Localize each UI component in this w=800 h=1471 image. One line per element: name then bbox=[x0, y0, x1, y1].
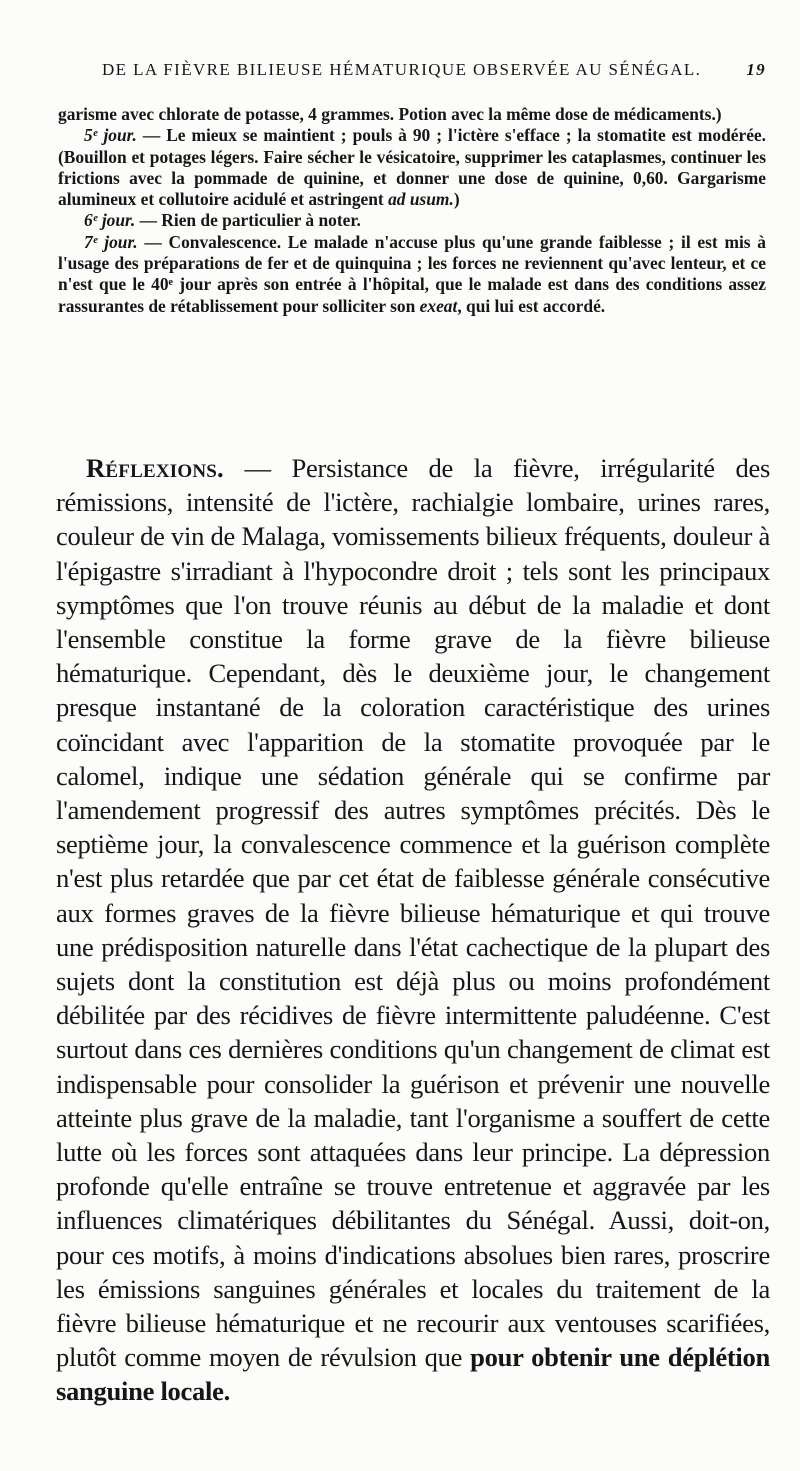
closing-parenthesis: ) bbox=[453, 189, 460, 210]
latin-word: exeat bbox=[419, 295, 458, 316]
page-number: 19 bbox=[746, 60, 766, 79]
paragraph-text-end: , qui lui est accordé. bbox=[457, 295, 606, 316]
day-label: 5ᵉ jour. bbox=[84, 125, 137, 146]
paragraph-medication-continuation bbox=[58, 104, 766, 125]
paragraph-day-5 bbox=[58, 125, 766, 210]
paragraph-text: — Le mieux se maintient ; pouls à 90 ; l'ictère s'efface ; la stomatite est modérée. (Bouillon et potages légers. Faire sécher le vésicatoire, supprimer les cataplasmes, continuer les frictions avec la pommade de quinine, et donner une dose de quinine, 0,60. Gargarisme alumineux et collutoire acidulé et astringent bbox=[58, 125, 766, 210]
paragraph-text: — Convalescence. Le malade n'accuse plus qu'une grande faiblesse ; il est mis à l'usage des préparations de fer et de quinquina ; les forces ne reviennent qu'avec lenteur, et ce n'est que le 40ᵉ jour après son entrée à l'hôpital, que le malade est dans des conditions assez rassurantes de rétablissement pour solliciter son bbox=[58, 231, 766, 316]
reflexions-text: — Persistance de la fièvre, irrégularité des rémissions, intensité de l'ictère, rachialgie lombaire, urines rares, couleur de vin de Malaga, vomissements bilieux fréquents, douleur à l'épigastre s'irradiant à l'hypocondre droit ; tels sont les principaux symptômes que l'on trouve réunis au début de la maladie et dont l'ensemble constitue la forme grave de la fièvre bilieuse hématurique. Cependant, dès le deuxième jour, le changement presque instantané de la coloration caractéristique des urines coïncidant avec l'apparition de la stomatite provoquée par le calomel, indique une sédation générale qui se confirme par l'amendement progressif des autres symptômes précités. Dès le septième jour, la convalescence commence et la guérison complète n'est plus retardée que par cet état de faiblesse générale consécutive aux formes graves de la fièvre bilieuse hématurique et qui trouve une prédisposition naturelle dans l'état cachectique de la plupart des sujets dont la constitution est déjà plus ou moins profondément débilitée par des récidives de fièvre intermittente paludéenne. C'est surtout dans ces dernières conditions qu'un changement de climat est indispensable pour consolider la guérison et prévenir une nouvelle atteinte plus grave de la maladie, tant l'organisme a souffert de cette lutte où les forces sont attaquées dans leur principe. La dépression profonde qu'elle entraîne se trouve entretenue et aggravée par les influences climatériques débilitantes du Sénégal. Aussi, doit-on, pour ces motifs, à moins d'indications absolues bien rares, proscrire les émissions sanguines générales et locales du traitement de la fièvre bilieuse hématurique et ne recourir aux ventouses scarifiées, plutôt comme moyen de révulsion que bbox=[56, 453, 770, 1373]
reflexions-paragraph bbox=[56, 451, 770, 1409]
paragraph-text: garisme avec chlorate de potasse, 4 grammes. Potion avec la même dose de médicaments.) bbox=[58, 104, 722, 124]
latin-phrase: ad usum. bbox=[388, 189, 454, 210]
paragraph-day-6 bbox=[58, 210, 766, 231]
paragraph-text: — Rien de particulier à noter. bbox=[135, 210, 361, 231]
day-label: 6ᵉ jour. bbox=[84, 210, 136, 231]
day-label: 7ᵉ jour. bbox=[84, 231, 138, 252]
observation-notes bbox=[58, 104, 766, 317]
section-heading: Réflexions. bbox=[86, 453, 224, 483]
running-head bbox=[86, 60, 766, 86]
paragraph-day-7 bbox=[58, 232, 766, 317]
running-title: DE LA FIÈVRE BILIEUSE HÉMATURIQUE OBSERVÉE AU SÉNÉGAL. bbox=[102, 60, 702, 79]
reflexions-text-end: pour obtenir une déplétion sanguine locale. bbox=[56, 1342, 771, 1407]
reflexions-section bbox=[56, 451, 770, 1409]
